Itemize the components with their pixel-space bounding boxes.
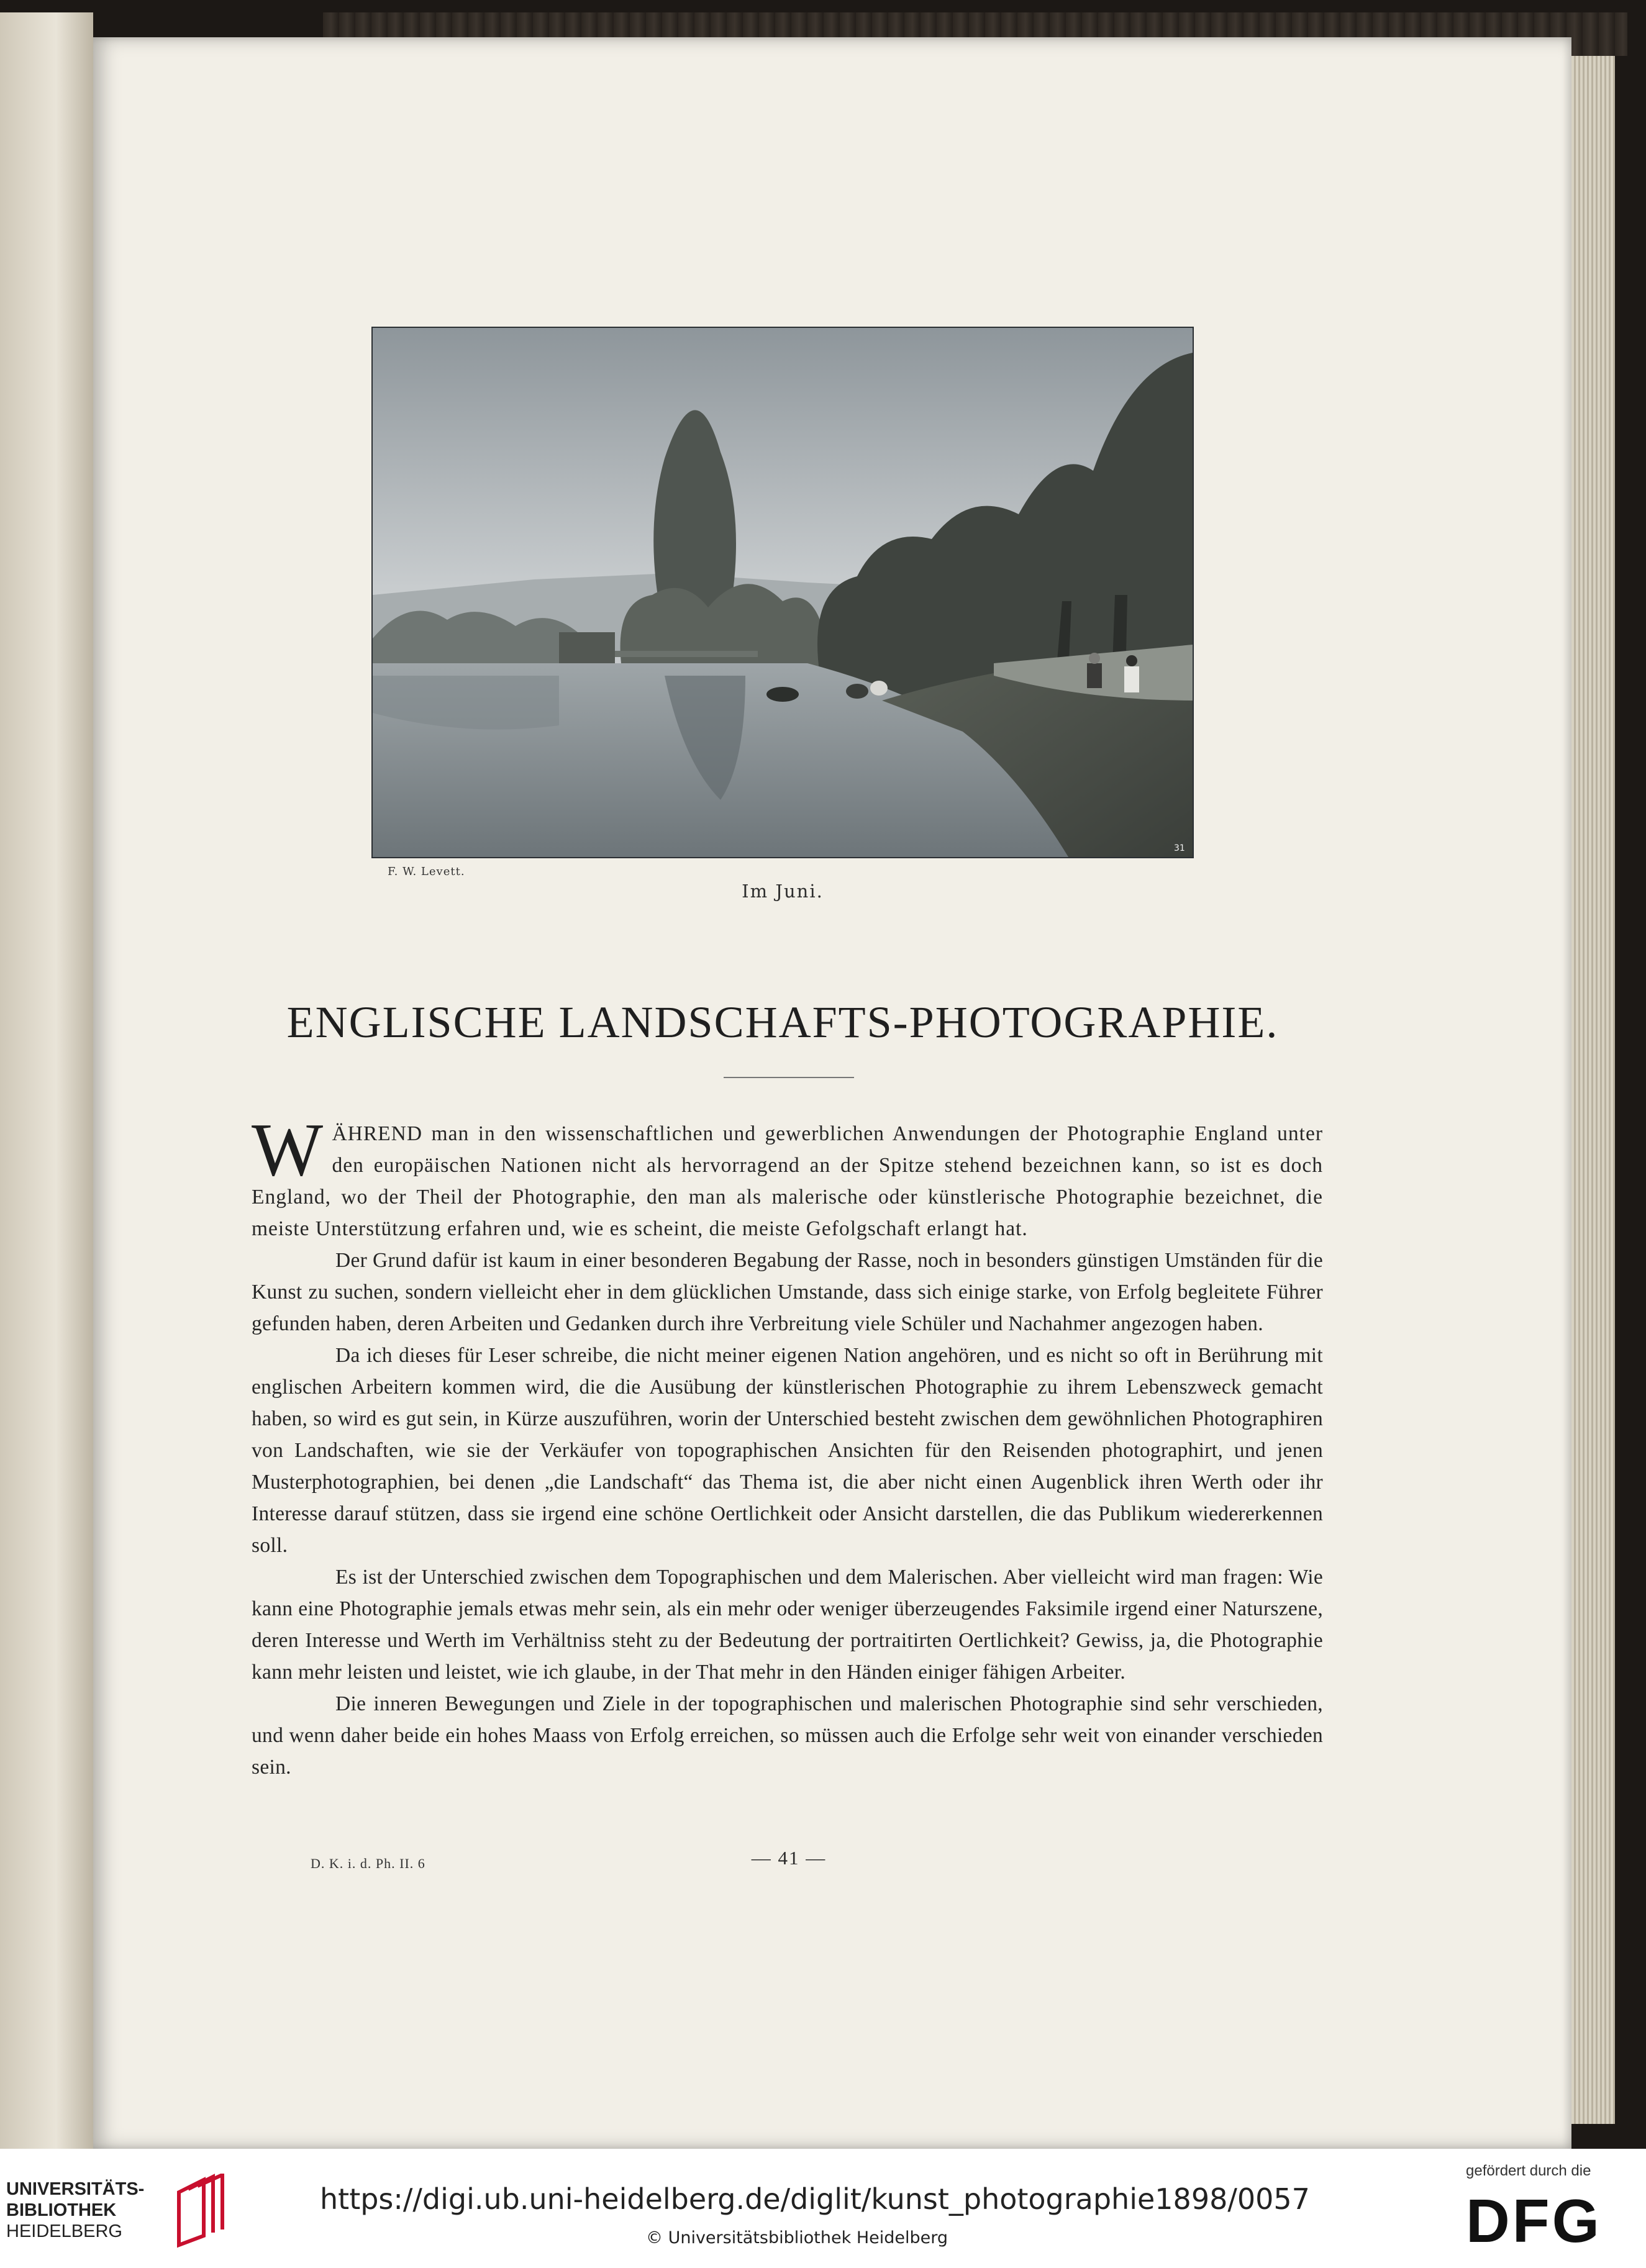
- funded-by-label: gefördert durch die: [1466, 2162, 1591, 2179]
- library-banner: [0, 2149, 1646, 2268]
- paragraph-4: Es ist der Unterschied zwischen dem Topographischen und dem Malerischen. Aber vielleicht wird man fragen: Wie kann eine Photographie jemals etwas mehr sein, als ein mehr oder weniger überzeugendes Faksimile irgend einer Naturszene, deren Interesse und Werth im Verhältniss steht zu der Bedeutung der portraitirten Oertlichkeit? Gewiss, ja, die Photographie kann mehr leisten und leistet, wie ich glaube, in der That mehr in den Händen einiger fähigen Arbeiter.: [252, 1566, 1323, 1684]
- article-title: ENGLISCHE LANDSCHAFTS-PHOTOGRAPHIE.: [286, 997, 1279, 1047]
- paragraph-3: Da ich dieses für Leser schreibe, die nicht meiner eigenen Nation angehören, und es nicht so oft in Berührung mit englischen Arbeitern kommen wird, die die Ausübung der künstlerischen Photographie zu ihrem Lebenszweck gemacht haben, so wird es gut sein, in Kürze auszuführen, worin der Unterschied besteht zwischen dem gewöhnlichen Photographiren von Landschaften, wie sie der Verkäufer von topographischen Ansichten für den Reisenden photographirt, und jenen Musterphotographien, bei denen „die Landschaft“ das Thema ist, die aber nicht einen Augenblick ihren Werth oder ihr Interesse darauf stützen, dass sie irgend eine schöne Oertlichkeit oder Ansicht darstellen, die das Publikum wiedererkennen soll.: [252, 1344, 1323, 1557]
- paragraph-2: Der Grund dafür ist kaum in einer besonderen Begabung der Rasse, noch in besonders günstigen Umständen für die Kunst zu suchen, sondern vielleicht eher in dem glücklichen Umstande, dass sich einige starke, von Erfolg begleitete Führer gefunden haben, deren Arbeiten und Gedanken durch ihre Verbreitung viele Schüler und Nachahmer angezogen haben.: [252, 1249, 1323, 1335]
- library-name: [6, 2179, 144, 2242]
- library-name-line-2: BIBLIOTHEK: [6, 2200, 117, 2220]
- paragraph-1-text: ÄHREND man in den wissenschaftlichen und gewerblichen Anwendungen der Photographie England unter den europäischen Nationen nicht als hervorragend an der Spitze stehend bezeichnen kann, so ist es doch England, wo der Theil der Photographie, den man als malerische oder künstlerische Photographie bezeichnet, die meiste Unterstützung erfahren und, wie es scheint, die meiste Gefolgschaft erlangt hat.: [252, 1122, 1323, 1240]
- printer-signature: D. K. i. d. Ph. II. 6: [311, 1856, 425, 1871]
- article-body: [252, 1108, 1323, 1783]
- book-page-stack: [1571, 56, 1615, 2124]
- library-name-line-3: HEIDELBERG: [6, 2221, 122, 2241]
- dfg-logo: DFG: [1466, 2187, 1602, 2255]
- title-divider: [724, 1077, 854, 1078]
- page-number: — 41 —: [751, 1847, 827, 1869]
- paragraph-1: [252, 1108, 1323, 1245]
- photo-caption: Im Juni.: [742, 881, 824, 902]
- paragraph-5: Die inneren Bewegungen und Ziele in der topographischen und malerischen Photographie sind sehr verschieden, und wenn daher beide ein hohes Maass von Erfolg erreichen, so müssen auch die Erfolge sehr weit von einander verschieden sein.: [252, 1692, 1323, 1779]
- photo-corner-mark: 31: [1174, 843, 1185, 853]
- library-name-line-1: UNIVERSITÄTS-: [6, 2179, 145, 2199]
- facing-page-edge: [0, 12, 93, 2149]
- photo-credit: F. W. Levett.: [388, 865, 465, 878]
- document-url-link[interactable]: https://digi.ub.uni-heidelberg.de/diglit/kunst_photographie1898/0057: [320, 2182, 1310, 2216]
- drop-cap: W: [252, 1108, 324, 1192]
- river-landscape-image: [373, 328, 1193, 857]
- landscape-photograph: [371, 327, 1194, 858]
- library-logo-icon: [166, 2174, 229, 2248]
- copyright-notice: © Universitätsbibliothek Heidelberg: [646, 2228, 948, 2248]
